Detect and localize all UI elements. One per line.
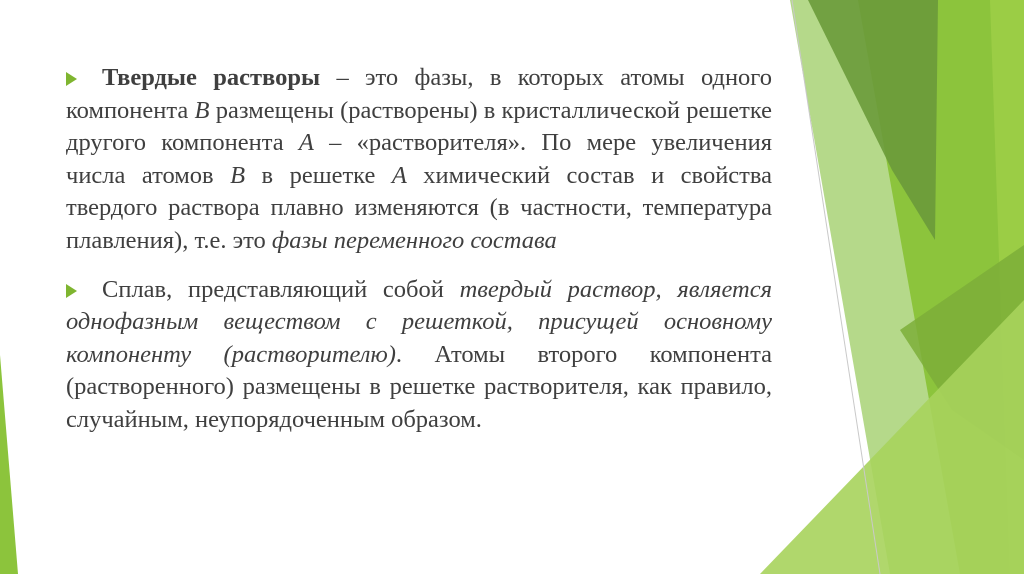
text-run: А	[298, 129, 314, 157]
text-run: – это фазы, в которых атомы одного компонента	[66, 64, 772, 124]
text-run: В	[230, 161, 246, 189]
text-run: . Атомы второго компонента (растворенного) размещены в решетке растворителя, как правило, случайным, неупорядоченным образом.	[66, 340, 773, 433]
left-edge-facet	[0, 355, 18, 574]
bullet-paragraph	[66, 62, 772, 258]
text-run: химический состав и свойства твердого раствора плавно изменяются (в частности, температура плавления), т.е. это	[66, 161, 773, 254]
text-run: фазы переменного состава	[271, 226, 557, 254]
bullet-paragraph	[66, 274, 772, 437]
text-run: в решетке	[245, 161, 392, 189]
text-run: размещены (растворены) в кристаллической решетке другого компонента	[66, 96, 772, 157]
text-run: твердый раствор, является однофазным веществом с решеткой, присущей основному компоненту (растворителю)	[66, 275, 772, 368]
text-run: Сплав, представляющий собой	[102, 275, 460, 303]
bullet-arrow-icon	[66, 284, 77, 298]
text-run: Твердые растворы	[102, 64, 321, 91]
text-run: В	[194, 96, 210, 124]
text-run: – «растворителя». По мере увеличения числа атомов	[66, 129, 772, 189]
bullet-arrow-icon	[66, 72, 77, 86]
slide-text-body	[66, 62, 772, 453]
text-run: А	[391, 161, 407, 189]
